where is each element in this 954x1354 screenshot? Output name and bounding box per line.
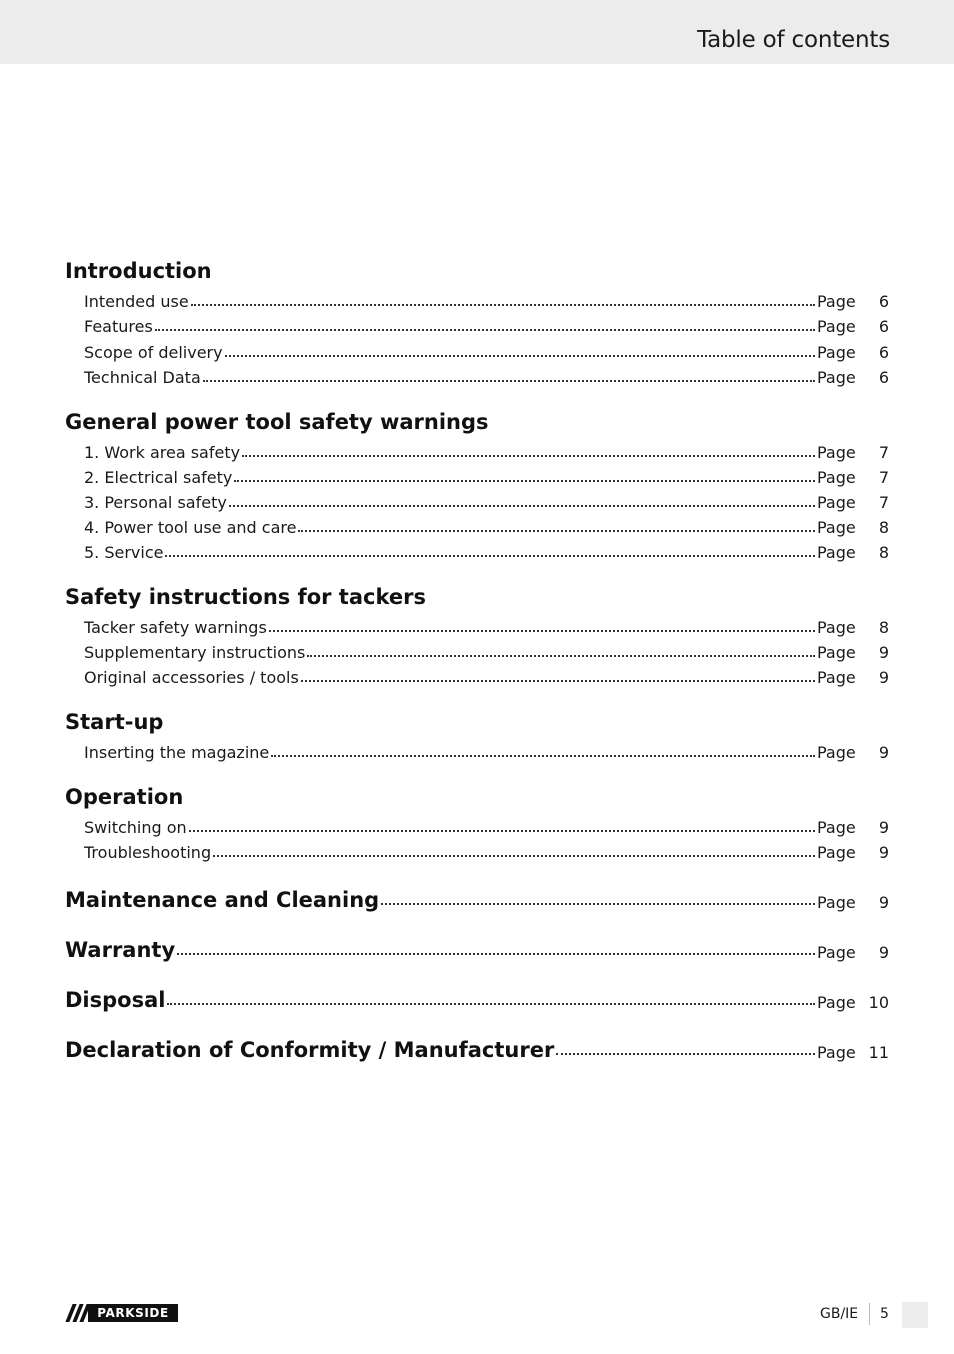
- toc-entry-label: 3. Personal safety: [84, 493, 227, 512]
- toc-entry-technical-data[interactable]: [84, 365, 889, 387]
- dot-leader: [213, 855, 815, 857]
- section-title-operation: Operation: [65, 785, 184, 809]
- toc-entry-label: Scope of delivery: [84, 343, 223, 362]
- dot-leader: [298, 530, 815, 532]
- toc-entry-label: Tacker safety warnings: [84, 618, 267, 637]
- toc-entry-warranty[interactable]: [65, 934, 889, 962]
- dot-leader: [189, 830, 815, 832]
- dot-leader: [269, 630, 815, 632]
- dot-leader: [225, 355, 815, 357]
- toc-entry-label: Declaration of Conformity / Manufacturer: [65, 1038, 555, 1062]
- toc-entry-tacker-safety-warnings[interactable]: [84, 615, 889, 637]
- page-number: 6: [878, 343, 889, 362]
- page-word: Page: [817, 292, 856, 311]
- page-word: Page: [817, 943, 856, 962]
- toc-entry-power-tool-use[interactable]: [84, 515, 889, 537]
- toc-entry-label: Supplementary instructions: [84, 643, 306, 662]
- toc-entry-label: 1. Work area safety: [84, 443, 241, 462]
- toc-entry-label: 5. Service: [84, 543, 164, 562]
- toc-entry-disposal[interactable]: [65, 984, 889, 1012]
- toc-entry-label: Disposal: [65, 988, 166, 1012]
- page-word: Page: [817, 368, 856, 387]
- page-number: 6: [878, 368, 889, 387]
- logo-text: PARKSIDE: [88, 1304, 178, 1322]
- page-title: Table of contents: [697, 27, 890, 53]
- toc-entry-label: 4. Power tool use and care: [84, 518, 297, 537]
- toc-entry-label: Maintenance and Cleaning: [65, 888, 380, 912]
- toc-entry-switching-on[interactable]: [84, 815, 889, 837]
- page-number: 7: [878, 493, 889, 512]
- page-number: 9: [878, 668, 889, 687]
- page-word: Page: [817, 343, 856, 362]
- toc-entry-maintenance-cleaning[interactable]: [65, 884, 889, 912]
- page-word: Page: [817, 643, 856, 662]
- page-word: Page: [817, 317, 856, 336]
- toc-entry-label: Original accessories / tools: [84, 668, 299, 687]
- toc-entry-label: Technical Data: [84, 368, 201, 387]
- toc-entry-intended-use[interactable]: [84, 289, 889, 311]
- page-number: 7: [878, 468, 889, 487]
- dot-leader: [203, 380, 815, 382]
- toc-entry-label: Switching on: [84, 818, 187, 837]
- page-word: Page: [817, 518, 856, 537]
- page-word: Page: [817, 843, 856, 862]
- dot-leader: [242, 455, 815, 457]
- toc-entry-scope-of-delivery[interactable]: [84, 340, 889, 362]
- page-number: 6: [878, 292, 889, 311]
- dot-leader: [191, 304, 815, 306]
- toc-entry-label: Inserting the magazine: [84, 743, 270, 762]
- toc-entry-label: Features: [84, 317, 153, 336]
- toc-entry-electrical-safety[interactable]: [84, 465, 889, 487]
- page-number: 6: [878, 317, 889, 336]
- logo-slashes-icon: [66, 1304, 88, 1322]
- section-title-tacker-safety: Safety instructions for tackers: [65, 585, 426, 609]
- dot-leader: [229, 505, 815, 507]
- page-number: 9: [878, 643, 889, 662]
- section-title-introduction: Introduction: [65, 259, 212, 283]
- toc-entry-label: 2. Electrical safety: [84, 468, 233, 487]
- dot-leader: [381, 903, 815, 905]
- page-number: 11: [868, 1043, 889, 1062]
- dot-leader: [307, 655, 815, 657]
- toc-entry-label: Troubleshooting: [84, 843, 212, 862]
- toc-entry-original-accessories[interactable]: [84, 665, 889, 687]
- dot-leader: [301, 680, 815, 682]
- toc-entry-label: Warranty: [65, 938, 176, 962]
- page-number: 8: [878, 518, 889, 537]
- page-word: Page: [817, 493, 856, 512]
- dot-leader: [556, 1053, 815, 1055]
- language-code: GB/IE: [820, 1306, 859, 1322]
- dot-leader: [177, 953, 815, 955]
- page-number: 9: [878, 893, 889, 912]
- page-word: Page: [817, 818, 856, 837]
- section-title-general-safety: General power tool safety warnings: [65, 410, 489, 434]
- page-word: Page: [817, 743, 856, 762]
- page-word: Page: [817, 443, 856, 462]
- toc-entry-inserting-magazine[interactable]: [84, 740, 889, 762]
- section-title-start-up: Start-up: [65, 710, 164, 734]
- page-word: Page: [817, 543, 856, 562]
- footer-page-number: 5: [880, 1306, 889, 1322]
- dot-leader: [155, 329, 815, 331]
- dot-leader: [234, 480, 815, 482]
- toc-entry-supplementary-instructions[interactable]: [84, 640, 889, 662]
- page-word: Page: [817, 618, 856, 637]
- footer-divider: [869, 1303, 870, 1325]
- toc-entry-troubleshooting[interactable]: [84, 840, 889, 862]
- page-number: 10: [868, 993, 889, 1012]
- page-number: 8: [878, 618, 889, 637]
- page-word: Page: [817, 668, 856, 687]
- page-word: Page: [817, 893, 856, 912]
- toc-entry-personal-safety[interactable]: [84, 490, 889, 512]
- toc-entry-declaration-conformity[interactable]: [65, 1034, 889, 1062]
- dot-leader: [271, 755, 815, 757]
- dot-leader: [167, 1003, 815, 1005]
- page-number: 9: [878, 818, 889, 837]
- toc-entry-service[interactable]: [84, 540, 889, 562]
- parkside-logo: [66, 1304, 178, 1322]
- page-number: 7: [878, 443, 889, 462]
- page-word: Page: [817, 468, 856, 487]
- page-word: Page: [817, 1043, 856, 1062]
- page-number: 9: [878, 743, 889, 762]
- dot-leader: [165, 555, 815, 557]
- footer-grey-box: [902, 1302, 928, 1328]
- page-number: 9: [878, 943, 889, 962]
- page-word: Page: [817, 993, 856, 1012]
- toc-entry-work-area-safety[interactable]: [84, 440, 889, 462]
- page-number: 8: [878, 543, 889, 562]
- toc-entry-label: Intended use: [84, 292, 189, 311]
- page-number: 9: [878, 843, 889, 862]
- toc-entry-features[interactable]: [84, 314, 889, 336]
